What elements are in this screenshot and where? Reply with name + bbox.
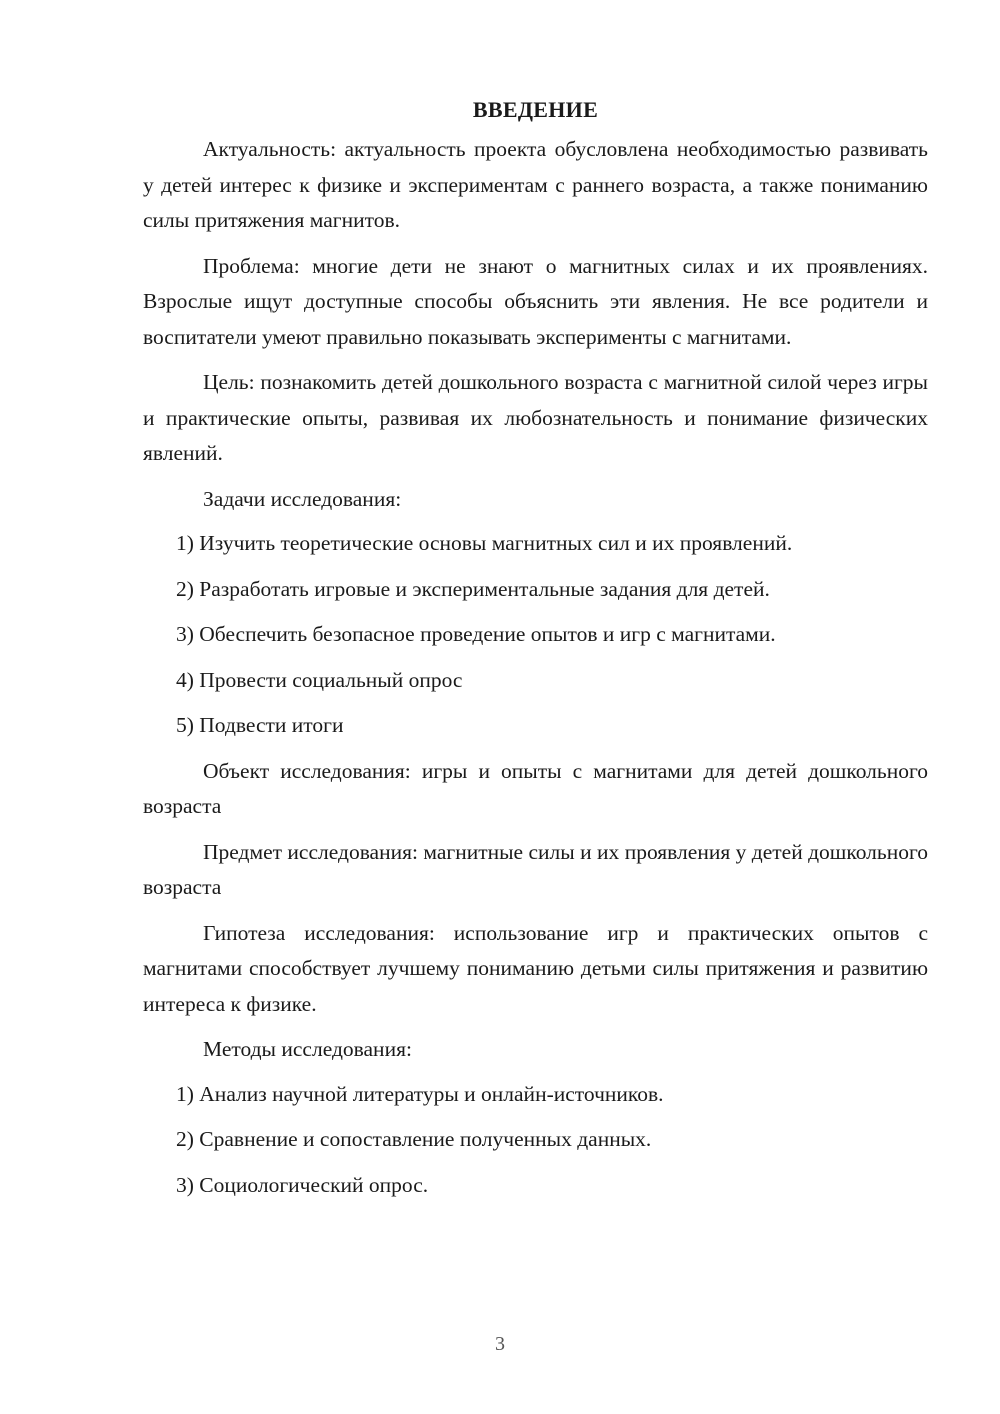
tasks-heading: Задачи исследования: [203, 486, 402, 511]
goal-paragraph: Цель: познакомить детей дошкольного возраста с магнитной силой через игры и практические опыты, развивая их любознательность и понимание физических явлений. [143, 370, 928, 465]
object-paragraph: Объект исследования: игры и опыты с магнитами для детей дошкольного возраста [143, 758, 928, 818]
section-title: ВВЕДЕНИЕ [472, 97, 599, 122]
method-item: 3) Социологический опрос. [176, 1172, 429, 1197]
subject-paragraph: Предмет исследования: магнитные силы и их проявления у детей дошкольного возраста [143, 839, 928, 899]
task-item: 5) Подвести итоги [176, 713, 344, 737]
document-page [143, 92, 928, 1213]
methods-heading: Методы исследования: [203, 1037, 412, 1061]
relevance-paragraph: Актуальность: актуальность проекта обусловлена необходимостью развивать у детей интерес к физике и экспериментам с раннего возраста, а также пониманию силы притяжения магнитов. [143, 137, 928, 232]
method-item: 2) Сравнение и сопоставление полученных данных. [176, 1127, 652, 1151]
method-item: 1) Анализ научной литературы и онлайн-источников. [176, 1081, 664, 1106]
hypothesis-paragraph: Гипотеза исследования: использование игр и практических опытов с магнитами способствует лучшему пониманию детьми силы притяжения и развитию интереса к физике. [143, 920, 928, 1016]
problem-paragraph: Проблема: многие дети не знают о магнитных силах и их проявлениях. Взрослые ищут доступные способы объяснить эти явления. Не все родители и воспитатели умеют правильно показывать эксперименты с магнитами. [143, 253, 928, 349]
task-item: 3) Обеспечить безопасное проведение опытов и игр с магнитами. [176, 622, 776, 646]
task-item: 4) Провести социальный опрос [176, 667, 463, 692]
task-item: 2) Разработать игровые и экспериментальные задания для детей. [176, 576, 770, 601]
page-number: 3 [495, 1333, 505, 1355]
task-item: 1) Изучить теоретические основы магнитных сил и их проявлений. [176, 531, 793, 555]
